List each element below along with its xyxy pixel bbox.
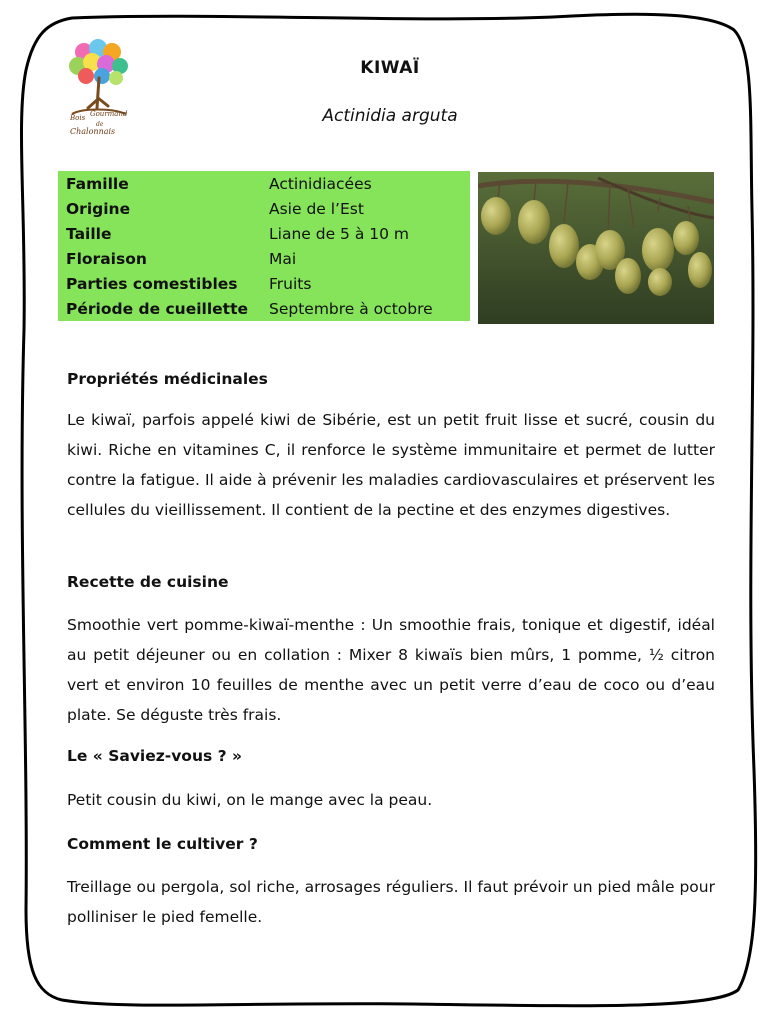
fact-key: Période de cueillette (66, 300, 249, 318)
page-title: KIWAÏ (360, 58, 420, 78)
fact-key: Origine (66, 200, 131, 218)
latin-name: Actinidia arguta (322, 106, 458, 126)
cultivation-heading: Comment le cultiver ? (67, 835, 258, 853)
facts-table (58, 171, 470, 321)
fact-value: Fruits (269, 275, 312, 293)
logo-text-4: Chalonnais (70, 127, 116, 136)
kiwi-berries-photo (478, 172, 714, 324)
fact-row (66, 197, 466, 222)
logo-text-2: Gourmand (90, 110, 128, 118)
didyouknow-heading: Le « Saviez-vous ? » (67, 747, 243, 765)
fact-row (66, 172, 466, 197)
recipe-text: Smoothie vert pomme-kiwaï-menthe : Un smoothie frais, tonique et digestif, idéal au petit déjeuner ou en collation : Mixer 8 kiwaïs bien mûrs, 1 pomme, ½ citron vert et environ 10 feuilles de menthe avec un petit verre d’eau de coco ou d’eau plate. Se déguste très frais. (67, 616, 715, 724)
fact-value: Liane de 5 à 10 m (269, 225, 409, 243)
recipe-heading: Recette de cuisine (67, 573, 229, 591)
fact-value: Septembre à octobre (269, 300, 433, 318)
fact-row (66, 272, 466, 297)
fact-key: Famille (66, 175, 129, 193)
logo-text-1: Bois (70, 114, 86, 122)
fact-row (66, 247, 466, 272)
fact-row (66, 297, 466, 322)
fact-value: Asie de l’Est (269, 200, 364, 218)
fact-key: Taille (66, 225, 112, 243)
medicinal-heading: Propriétés médicinales (67, 370, 268, 388)
fact-row (66, 222, 466, 247)
cultivation-text: Treillage ou pergola, sol riche, arrosages réguliers. Il faut prévoir un pied mâle pour polliniser le pied femelle. (67, 878, 715, 926)
fact-key: Floraison (66, 250, 147, 268)
fact-key: Parties comestibles (66, 275, 238, 293)
fact-value: Actinidiacées (269, 175, 372, 193)
medicinal-text: Le kiwaï, parfois appelé kiwi de Sibérie, est un petit fruit lisse et sucré, cousin du kiwi. Riche en vitamines C, il renforce le système immunitaire et permet de lutter contre la fatigue. Il aide à prévenir les maladies cardiovasculaires et préservent les cellules du vieillissement. Il contient de la pectine et des enzymes digestives. (67, 411, 715, 519)
logo-text-3: de (96, 121, 104, 128)
fact-value: Mai (269, 250, 297, 268)
tree-logo (62, 38, 136, 138)
didyouknow-text: Petit cousin du kiwi, on le mange avec la peau. (67, 791, 433, 809)
